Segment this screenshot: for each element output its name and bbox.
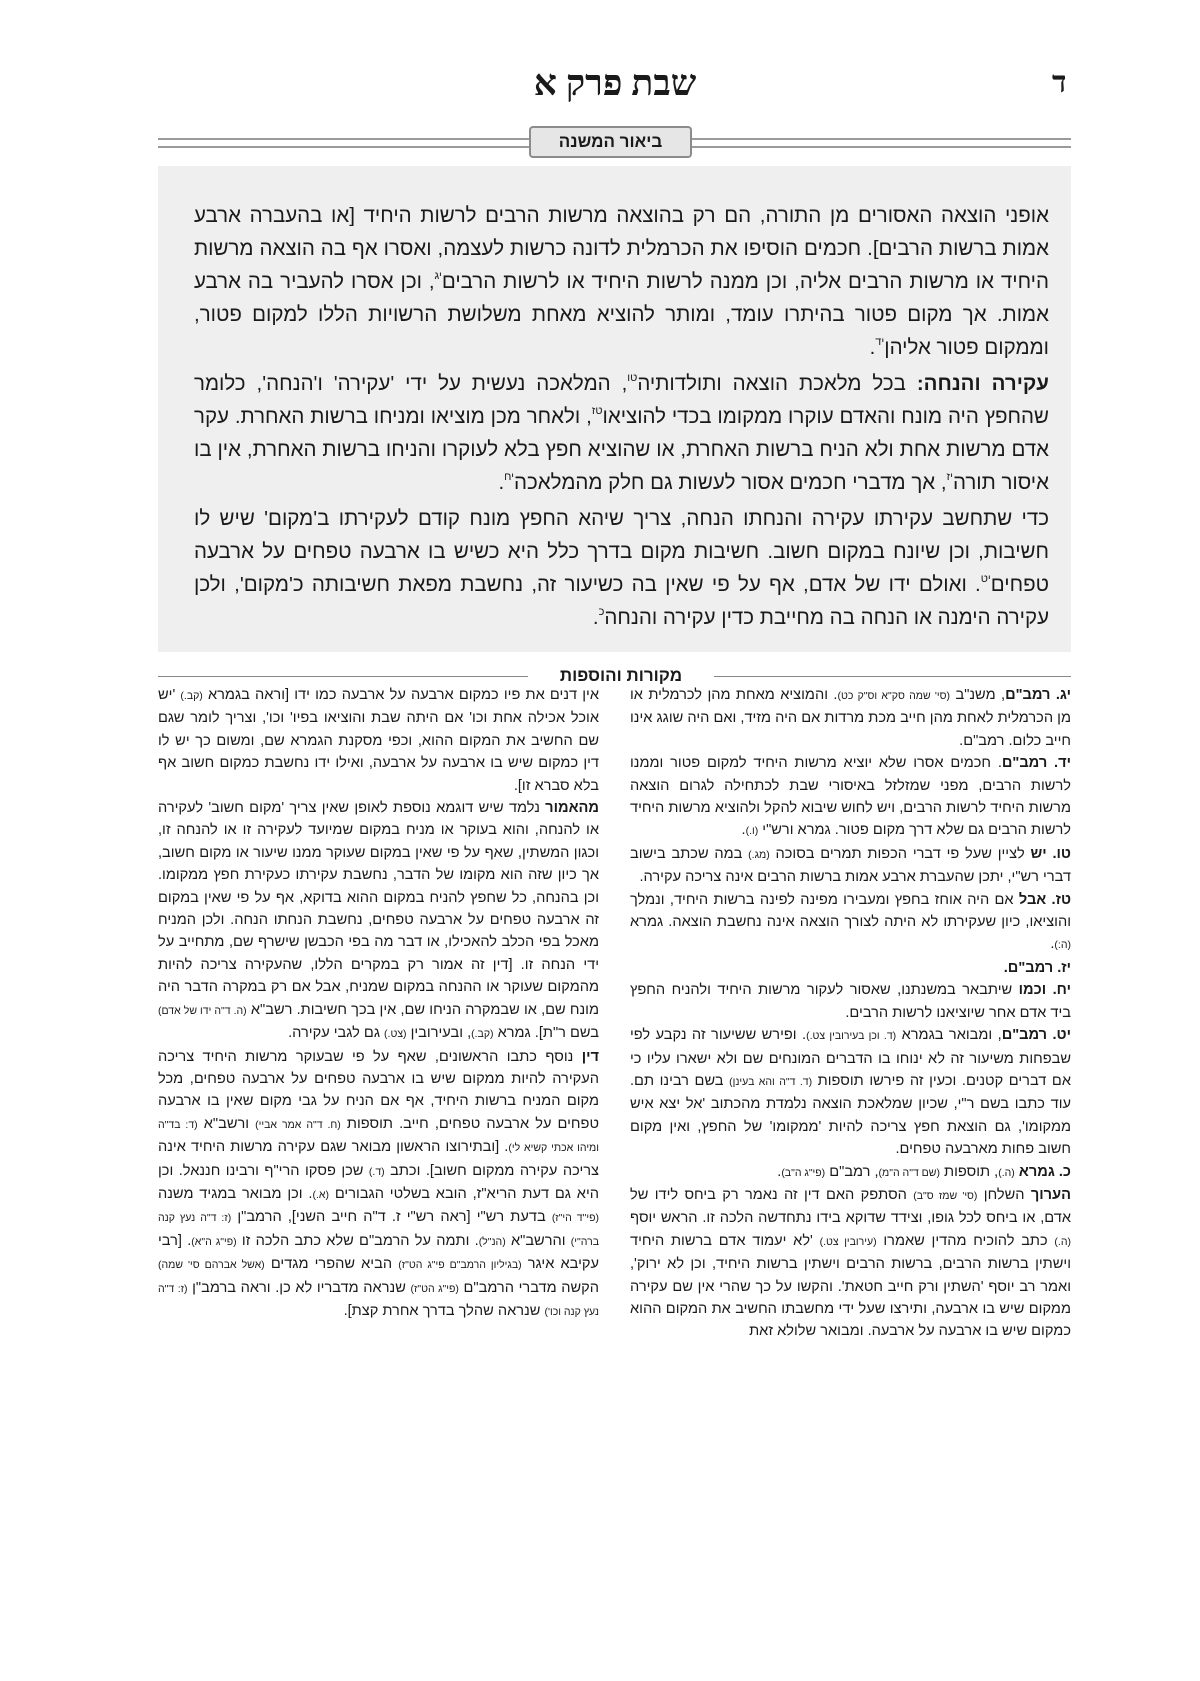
text-run: , משנ"ב [950,687,1006,703]
citation: (פי"ג הט"ז) [410,1282,459,1295]
text-run: 'יש אוכל אכילה אחת וכו' אם היתה שבת והוציאו בפיו' וכו', וצריך לומר שגם שם החשיב את המקום ההוא, וכפי מסקנת הגמרא שם, ומשום כך יש לו דין כמקום שיש בו ארבעה על ארבעה, ואילו ידו נחשבת כמקום חשוב אף בלא סברא זו]. [158,687,599,794]
source-note [630,684,1071,752]
citation: (הנ"ל) [478,1235,506,1248]
text-run: הקשה מדברי הרמב"ם [458,1279,599,1296]
citation: (אשל אברהם סי' שמה) [158,1259,265,1272]
citation: (מג.) [748,848,770,861]
citation: (ה.) [998,1166,1015,1179]
divider-line [158,676,528,677]
section-label-mishna-explanation: ביאור המשנה [529,126,692,158]
footnote-marker: יג [434,270,442,282]
source-note [630,843,1071,889]
text-run: , המלאכה נעשית על ידי 'עקירה' ו'הנחה', כלומר שהחפץ היה מונח והאדם עוקרו ממקומו בכדי להוציאו [194,372,1049,428]
bold-lead: יח. וכמו [1018,982,1071,999]
source-note [158,1046,599,1324]
text-run: נוסף כתבו הראשונים, שאף על פי שבעוקר מרשות היחיד צריכה העקירה להיות ממקום שיש בו ארבעה טפחים על ארבעה טפחים, מכל מקום המניח ברשות היחיד, אף אם הניח על גבי מקום שאין בו ארבעה טפחים על ארבעה טפחים, חייב. תוספות [158,1048,599,1132]
page-number: ד [1052,66,1067,99]
citation: (קב.) [180,690,203,702]
text-run: . [777,1163,782,1180]
text-run: , ובעירובין [406,1025,472,1042]
mishna-explanation-box [158,166,1071,652]
source-note [630,752,1071,843]
citation: (פי"ג ה"ב) [781,1166,826,1179]
footnote-marker: יט [980,573,991,585]
text-run: . [ובתירוצו הראשון מבואר שגם עקירה מרשות היחיד אינה צריכה עקירה ממקום חשוב]. וכתב [158,1139,599,1179]
bold-lead: הערוך [1030,1186,1071,1203]
bold-lead: עקירה והנחה: [916,372,1049,395]
text-run: השלחן [977,1186,1031,1203]
footnote-marker: טז [591,405,603,417]
source-note [630,1024,1071,1160]
source-note [630,979,1071,1024]
text-run: . ופירש ששיעור זה נקבע לפי שבפחות משיעור זה לא ינוחו בו הדברים המונחים שם ולא ישארו עליו כי אם דברים קטנים. וכעין זה פירשו תוספות [630,1027,1071,1089]
footnote-marker: יז [946,471,953,483]
citation: (ד. וכן בעירובין צט.) [806,1030,897,1043]
text-run: . [רבי עקיבא איגר [158,1232,599,1273]
text-run: שיתבאר במשנתנו, שאסור לעקור מרשות היחיד ולהניח החפץ ביד אדם אחר שיוציאנו לרשות הרבים. [630,982,1071,1021]
text-run: אם היה אוחז בחפץ ומעבירו מפינה לפינה ברשות היחיד, ונמלך והוציאו, כיון שעקירתו לא היתה לצורך הוצאה אינה נחשבת הוצאה. גמרא [630,891,1071,931]
text-run: , וכן אסרו להעביר בה ארבע אמות. אך מקום פטור בהיתרו עומד, ומותר להוציא מאחת משלושת הרשויות הללו למקום פטור, וממקום פטור אליהן [194,270,1049,359]
text-run: . וכן מבואר במגיד משנה [158,1185,313,1202]
sources-section-title: מקורות והוספות [559,666,683,685]
bold-lead: טו. יש [1030,845,1071,862]
citation: (ה. ד"ה ידו של אדם) [158,1004,247,1017]
citation: (פי"ד הי"ז) [551,1212,599,1225]
sources-left-column [158,684,599,1323]
text-run: בכל מלאכת הוצאה ותולדותיה [637,372,917,395]
bold-lead: דין [581,1048,599,1065]
text-run: . [592,606,599,629]
explanation-paragraph [194,502,1049,634]
source-note [630,1184,1071,1343]
citation: (ו.) [745,825,759,838]
text-run: שנראה שהלך בדרך אחרת קצת]. [343,1302,545,1319]
text-run: הביא שהפרי מגדים [264,1256,399,1273]
citation: (פי"ג ה"א) [191,1235,237,1248]
citation: (קב.) [471,1028,494,1041]
source-note [630,957,1071,979]
text-run: . [498,471,505,494]
text-run: כדי שתחשב עקירתו עקירה והנחתו הנחה, צריך שיהא החפץ מונח קודם לעקירתו ב'מקום' שיש לו חשיבות, וכן שיונח במקום חשוב. חשיבות מקום בדרך כלל היא כשיש בו ארבעה טפחים על ארבעה טפחים [194,507,1049,596]
citation: (ז: ד"ה נעץ קנה וכו') [158,1282,599,1318]
explanation-paragraph [194,367,1049,499]
source-note [158,684,599,797]
source-note [158,797,599,1045]
citation: (עירובין צט.) [819,1235,877,1248]
text-run: הסתפק האם דין זה נאמר רק ביחס לידו של אדם, או ביחס לכל גופו, וצידד שדוקא בידו נתחדשה הלכה זו. הראש יוסף [630,1186,1071,1227]
text-run: . [1050,936,1055,953]
citation: (סי' שמז ס"ב) [913,1189,978,1202]
bold-lead: יט. רמב"ם [1001,1027,1071,1044]
text-run: במה שכתב בישוב דברי רש"י, יתכן שהעברת ארבע אמות ברשות הרבים אינה צריכה עקירה. [630,845,1071,886]
citation: (ד.) [368,1165,385,1178]
text-run: בדעת רש"י [ראה רש"י ז. ד"ה חייב השני], הרמב"ן [231,1209,552,1226]
citation: (צט.) [384,1028,407,1041]
text-run: . והמוציא מאחת מהן לכרמלית או מן הכרמלית לאחת מהן חייב מכת מרדות אם היה מזיד, ואם היה שוגג אינו חייב כלום. רמב"ם. [630,687,1071,749]
text-run: 'לא יעמוד אדם ברשות היחיד וישתין ברשות הרבים, ברשות הרבים וישתין ברשות היחיד, וכן לא ירוק', ואמר רב יוסף 'השתין ורק חייב חטאת'. והקשו על כך שהרי אין שם עקירה ממקום שיש בו ארבעה, ותירצו שעל ידי מחשבתו החשיב את המקום ההוא כמקום שיש בו ארבעה על ארבעה. ומבואר שלולא זאת [630,1232,1071,1340]
footnote-marker: יח [504,471,515,483]
text-run: בשם רבינו תם. עוד כתבו בשם ר"י, שכיון שמלאכת הוצאה נלמדת מהכתוב 'אל יצא איש ממקומו', גם הוצאת חפץ צריכה להיות 'ממקומו' של החפץ, ואין מקום חשוב פחות מארבעה טפחים. [630,1072,1071,1158]
sources-right-column [630,684,1071,1343]
text-run: שנראה מדבריו לא כן. וראה ברמב"ן [187,1279,411,1296]
footnote-marker: כ [598,606,605,618]
text-run: . ותמה על הרמב"ם שלא כתב הלכה זו [236,1232,479,1249]
text-run: , ומבואר בגמרא [896,1027,1002,1044]
text-run: , אך מדברי חכמים אסור לעשות גם חלק מהמלאכה [514,471,947,494]
text-run: והרשב"א [505,1232,571,1249]
footnote-marker: טו [627,372,638,384]
citation: (ד. ד"ה והא בעינן) [729,1075,813,1088]
text-run: נלמד שיש דוגמא נוספת לאופן שאין צריך 'מקום חשוב' לעקירה או להנחה, והוא בעוקר או מניח במקום שמיועד לעקירה זו או להנחה זו, וכגון המשתין, שאף על פי שאין במקום שעוקר ממנו שיעור או מקום חשוב, אך כיון שזה הוא מקומו של הדבר, נחשבת עקירתו כעקירת חפץ ממקומו. וכן בהנחה, כל שחפץ להניח במקום ההוא בדוקא, אף על פי שאין במקום זה ארבעה טפחים על ארבעה טפחים, נחשבת הנחתו הנחה. ולכן המניח מאכל בפי הכלב להאכילו, או דבר מה בפי הכבשן שישרף שם, מתחייב על ידי הנחה זו. [דין זה אמור רק במקרים הללו, שהעקירה צריכה להיות מהמקום שעוקר או ההנחה במקום שמניח, אבל אם רק במקרה הדבר היה מונח שם, או שבמקרה הניחו שם, אין בכך חשיבות. רשב"א [158,800,599,1018]
footnote-marker: יד [875,336,885,348]
citation: (ה:) [1054,939,1071,952]
text-run: אין דנים את פיו כמקום ארבעה על ארבעה כמו ידו [וראה בגמרא [202,687,599,703]
text-run: ורשב"א [197,1115,256,1132]
text-run: . [869,336,876,359]
text-run: שכן פסקו הרי"ף ורבינו חננאל. וכן היא גם דעת הריא"ז, הובא בשלטי הגבורים [158,1162,600,1202]
text-run: . [741,822,746,839]
citation: (א.) [312,1188,329,1201]
page-title: שבת פרק א [533,63,697,103]
citation: (סי' שמה סק"א וס"ק כט) [837,690,951,702]
citation: (ז: ד"ה נעץ קנה ברה"י) [158,1212,599,1248]
text-run: , ולאחר מכן מוציאו ומניחו ברשות האחרת. עקר אדם מרשות אחת ולא הניח ברשות האחרת, או שהוציא חפץ בלא לעוקרו והניחו ברשות האחרת, אין בו איסור תורה [194,405,1049,494]
text-run: . חכמים אסרו שלא יוציא מרשות היחיד למקום פטור וממנו לרשות הרבים, מפני שמזלזל באיסורי שבת לכתחילה לגרום הוצאה מרשות היחיד לרשות הרבים, ויש לחוש שיבוא להקל ולהוציא מרשות היחיד לרשות הרבים גם שלא דרך מקום פטור. גמרא ורש"י [630,755,1071,839]
citation: (ד: בד"ה ומיהו אכתי קשיא לי) [158,1118,599,1155]
divider-line [714,676,1071,677]
bold-lead: יג. רמב"ם [1005,687,1071,703]
text-run: לציין שעל פי דברי הכפות תמרים בסוכה [769,845,1031,862]
source-note [630,1161,1071,1184]
text-run: כתב להוכיח מהדין שאמרו [876,1232,1055,1249]
text-run: אופני הוצאה האסורים מן התורה, הם רק בהוצאה מרשות הרבים לרשות היחיד [או בהעברה ארבע אמות ברשות הרבים]. חכמים הוסיפו את הכרמלית לדונה כרשות לעצמה, ואסרו אף בה הוצאה מרשות היחיד או מרשות הרבים אליה, וכן ממנה לרשות היחיד או לרשות הרבים [194,204,1049,293]
bold-lead: יד. רמב"ם [1001,755,1071,772]
bold-lead: יז. רמב"ם. [1003,959,1071,976]
text-run: . ואולם ידו של אדם, אף על פי שאין בה כשיעור זה, נחשבת מפאת חשיבותה כ'מקום', ולכן עקירה הימנה או הנחה בה מחייבת כדין עקירה והנחה [194,573,1049,629]
text-run: בשם ר"ת]. גמרא [493,1025,599,1042]
citation: (ה.) [1054,1235,1071,1248]
citation: (שם ד"ה ה"מ) [878,1166,940,1179]
text-run: , רמב"ם [825,1163,879,1180]
citation: (בגיליון הרמב"ם פי"ג הט"ז) [398,1259,522,1272]
bold-lead: כ. גמרא [1018,1163,1071,1180]
citation: (ח. ד"ה אמר אביי) [255,1118,341,1131]
text-run: , תוספות [939,1163,999,1180]
bold-lead: טז. אבל [1018,891,1071,908]
source-note [630,889,1071,957]
bold-lead: מהאמור [545,800,599,817]
explanation-paragraph [194,199,1049,364]
text-run: גם לגבי עקירה. [288,1025,385,1042]
